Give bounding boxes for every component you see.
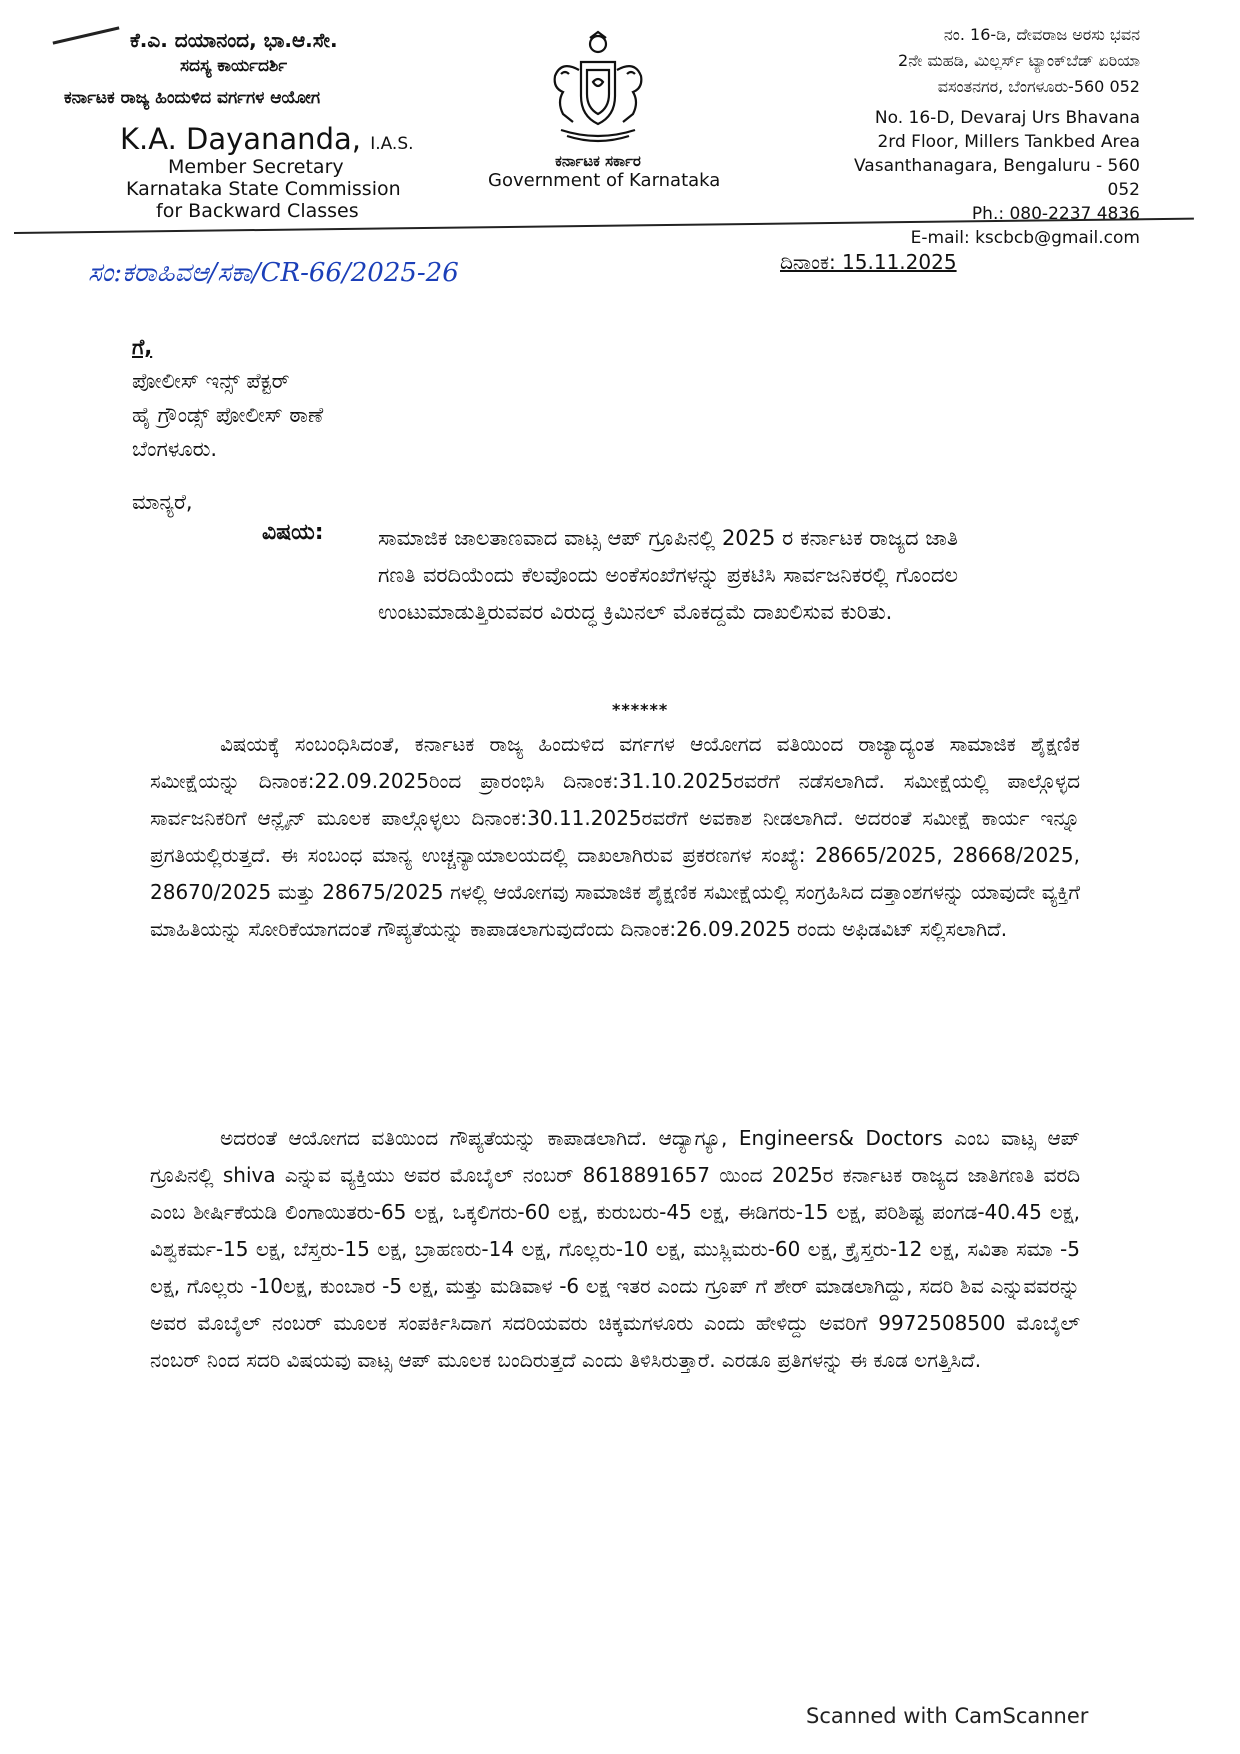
addressee-line2: ಹೈ ಗ್ರೌಂಡ್ಸ್ ಪೋಲೀಸ್ ಠಾಣೆ (132, 403, 324, 427)
addressee-block (132, 330, 323, 466)
addressee-prefix: ಗೆ, (132, 335, 153, 359)
address-english-line3: Vasanthanagara, Bengaluru - 560 052 (853, 156, 1140, 200)
sender-designation-english: Member Secretary (168, 156, 344, 178)
letterhead-right (820, 22, 1140, 250)
email-address: E-mail: kscbcb@gmail.com (910, 228, 1140, 248)
sender-name-english-text: K.A. Dayananda, (120, 122, 361, 156)
government-name-english: Government of Karnataka (488, 170, 721, 191)
subject-label: ವಿಷಯ: (262, 520, 324, 545)
government-name-kannada: ಕರ್ನಾಟಕ ಸರ್ಕಾರ (555, 152, 641, 170)
body-paragraph-1: ವಿಷಯಕ್ಕೆ ಸಂಬಂಧಿಸಿದಂತೆ, ಕರ್ನಾಟಕ ರಾಜ್ಯ ಹಿಂದುಳಿದ ವರ್ಗಗಳ ಆಯೋಗದ ವತಿಯಿಂದ ರಾಜ್ಯಾದ್ಯಂತ ಸಾಮಾಜಿಕ ಶೈಕ್ಷಣಿಕ ಸಮೀಕ್ಷೆಯನ್ನು ದಿನಾಂಕ:22.09.2025ರಿಂದ ಪ್ರಾರಂಭಿಸಿ ದಿನಾಂಕ:31.10.2025ರವರೆಗೆ ನಡೆಸಲಾಗಿದೆ. ಸಮೀಕ್ಷೆಯಲ್ಲಿ ಪಾಲ್ಗೊಳ್ಳದ ಸಾರ್ವಜನಿಕರಿಗೆ ಆನ್ಲೈನ್ ಮೂಲಕ ಪಾಲ್ಗೊಳ್ಳಲು ದಿನಾಂಕ:30.11.2025ರವರೆಗೆ ಅವಕಾಶ ನೀಡಲಾಗಿದೆ. ಅದರಂತೆ ಸಮೀಕ್ಷೆ ಕಾರ್ಯ ಇನ್ನೂ ಪ್ರಗತಿಯಲ್ಲಿರುತ್ತದೆ. ಈ ಸಂಬಂಧ ಮಾನ್ಯ ಉಚ್ಚನ್ಯಾಯಾಲಯದಲ್ಲಿ ದಾಖಲಾಗಿರುವ ಪ್ರಕರಣಗಳ ಸಂಖ್ಯೆ: 28665/2025, 28668/2025, 28670/2025 ಮತ್ತು 28675/2025 ಗಳಲ್ಲಿ ಆಯೋಗವು ಸಾಮಾಜಿಕ ಶೈಕ್ಷಣಿಕ ಸಮೀಕ್ಷೆಯಲ್ಲಿ ಸಂಗ್ರಹಿಸಿದ ದತ್ತಾಂಶಗಳನ್ನು ಯಾವುದೇ ವ್ಯಕ್ತಿಗೆ ಮಾಹಿತಿಯನ್ನು ಸೋರಿಕೆಯಾಗದಂತೆ ಗೌಪ್ಯತೆಯನ್ನು ಕಾಪಾಡಲಾಗುವುದೆಂದು ದಿನಾಂಕ:26.09.2025 ರಂದು ಅಫಿಡವಿಟ್ ಸಲ್ಲಿಸಲಾಗಿದೆ. (150, 732, 1080, 941)
address-english-line2: 2rd Floor, Millers Tankbed Area (877, 132, 1140, 152)
state-emblem-icon (543, 30, 653, 148)
body-paragraph-2: ಅದರಂತೆ ಆಯೋಗದ ವತಿಯಿಂದ ಗೌಪ್ಯತೆಯನ್ನು ಕಾಪಾಡಲಾಗಿದೆ. ಆದ್ಯಾಗ್ಯೂ, Engineers& Doctors ಎಂಬ ವಾಟ್ಸ ಆಪ್ ಗ್ರೂಪಿನಲ್ಲಿ shiva ಎನ್ನುವ ವ್ಯಕ್ತಿಯು ಅವರ ಮೊಬೈಲ್ ನಂಬರ್ 8618891657 ಯಿಂದ 2025ರ ಕರ್ನಾಟಕ ರಾಜ್ಯದ ಜಾತಿಗಣತಿ ವರದಿ ಎಂಬ ಶೀರ್ಷಿಕೆಯಡಿ ಲಿಂಗಾಯಿತರು-65 ಲಕ್ಷ, ಒಕ್ಕಲಿಗರು-60 ಲಕ್ಷ, ಕುರುಬರು-45 ಲಕ್ಷ, ಈಡಿಗರು-15 ಲಕ್ಷ, ಪರಿಶಿಷ್ಟ ಪಂಗಡ-40.45 ಲಕ್ಷ, ವಿಶ್ವಕರ್ಮ-15 ಲಕ್ಷ, ಬೆಸ್ತರು-15 ಲಕ್ಷ, ಬ್ರಾಹಣರು-14 ಲಕ್ಷ, ಗೊಲ್ಲರು-10 ಲಕ್ಷ, ಮುಸ್ಲಿಮರು-60 ಲಕ್ಷ, ಕ್ರೈಸ್ತರು-12 ಲಕ್ಷ, ಸವಿತಾ ಸಮಾ -5 ಲಕ್ಷ, ಗೊಲ್ಲರು -10ಲಕ್ಷ, ಕುಂಬಾರ -5 ಲಕ್ಷ, ಮತ್ತು ಮಡಿವಾಳ -6 ಲಕ್ಷ ಇತರ ಎಂದು ಗ್ರೂಪ್ ಗೆ ಶೇರ್ ಮಾಡಲಾಗಿದ್ದು, ಸದರಿ ಶಿವ ಎನ್ನುವವರನ್ನು ಅವರ ಮೊಬೈಲ್ ನಂಬರ್ ಮೂಲಕ ಸಂಪರ್ಕಿಸಿದಾಗ ಸದರಿಯವರು ಚಿಕ್ಕಮಗಳೂರು ಎಂದು ಹೇಳಿದ್ದು ಅವರಿಗೆ 9972508500 ಮೊಬೈಲ್ ನಂಬರ್ ನಿಂದ ಸದರಿ ವಿಷಯವು ವಾಟ್ಸ ಆಪ್ ಮೂಲಕ ಬಂದಿರುತ್ತದೆ ಎಂದು ತಿಳಿಸಿರುತ್ತಾರೆ. ಎರಡೂ ಪ್ರತಿಗಳನ್ನು ಈ ಕೂಡ ಲಗತ್ತಿಸಿದೆ. (150, 1126, 1080, 1372)
subject-separator: ****** (612, 700, 669, 719)
sender-org-kannada: ಕರ್ನಾಟಕ ರಾಜ್ಯ ಹಿಂದುಳಿದ ವರ್ಗಗಳ ಆಯೋಗ (64, 88, 321, 108)
addressee-line1: ಪೋಲೀಸ್ ಇನ್ಸ್ ಪೆಕ್ಟರ್ (132, 369, 290, 393)
sender-designation-kannada: ಸದಸ್ಯ ಕಾರ್ಯದರ್ಶಿ (180, 56, 288, 76)
address-english-line1: No. 16-D, Devaraj Urs Bhavana (874, 108, 1140, 128)
sender-name-kannada: ಕೆ.ಎ. ದಯಾನಂದ, ಭಾ.ಆ.ಸೇ. (130, 28, 338, 52)
salutation: ಮಾನ್ಯರೆ, (132, 490, 193, 514)
sender-name-suffix: I.A.S. (370, 134, 414, 154)
letterhead-left (60, 28, 460, 222)
sender-name-english (120, 122, 460, 156)
subject-text: ಸಾಮಾಜಿಕ ಜಾಲತಾಣವಾದ ವಾಟ್ಸ ಆಪ್ ಗ್ರೂಪಿನಲ್ಲಿ 2025 ರ ಕರ್ನಾಟಕ ರಾಜ್ಯದ ಜಾತಿ ಗಣತಿ ವರದಿಯೆಂದು ಕೆಲವೊಂದು ಅಂಕೆಸಂಖೆಗಳನ್ನು ಪ್ರಕಟಿಸಿ ಸಾರ್ವಜನಿಕರಲ್ಲಿ ಗೊಂದಲ ಉಂಟುಮಾಡುತ್ತಿರುವವರ ವಿರುದ್ಧ ಕ್ರಿಮಿನಲ್ ಮೊಕದ್ದಮೆ ದಾಖಲಿಸುವ ಕುರಿತು. (378, 526, 958, 624)
letter-date: ದಿನಾಂಕ: 15.11.2025 (780, 250, 957, 274)
sender-org-english-line2: for Backward Classes (156, 200, 359, 222)
government-emblem-block (488, 30, 721, 191)
reference-number: ಸಂ:ಕರಾಹಿವಆ/ಸಕಾ/CR-66/2025-26 (88, 258, 459, 288)
sender-org-english-line1: Karnataka State Commission (126, 178, 401, 200)
phone-number: Ph.: 080-2237 4836 (971, 204, 1140, 224)
address-kannada-line3: ವಸಂತನಗರ, ಬೆಂಗಳೂರು-560 052 (937, 77, 1140, 96)
address-kannada-line1: ನಂ. 16-ಡಿ, ದೇವರಾಜ ಅರಸು ಭವನ (943, 25, 1140, 44)
scanner-watermark: Scanned with CamScanner (806, 1704, 1089, 1728)
addressee-line3: ಬೆಂಗಳೂರು. (132, 437, 218, 461)
address-kannada-line2: 2ನೇ ಮಹಡಿ, ಮಿಲ್ಲರ್ಸ್ ಟ್ಯಾಂಕ್‌ಬೆಡ್ ಏರಿಯಾ (898, 51, 1140, 70)
